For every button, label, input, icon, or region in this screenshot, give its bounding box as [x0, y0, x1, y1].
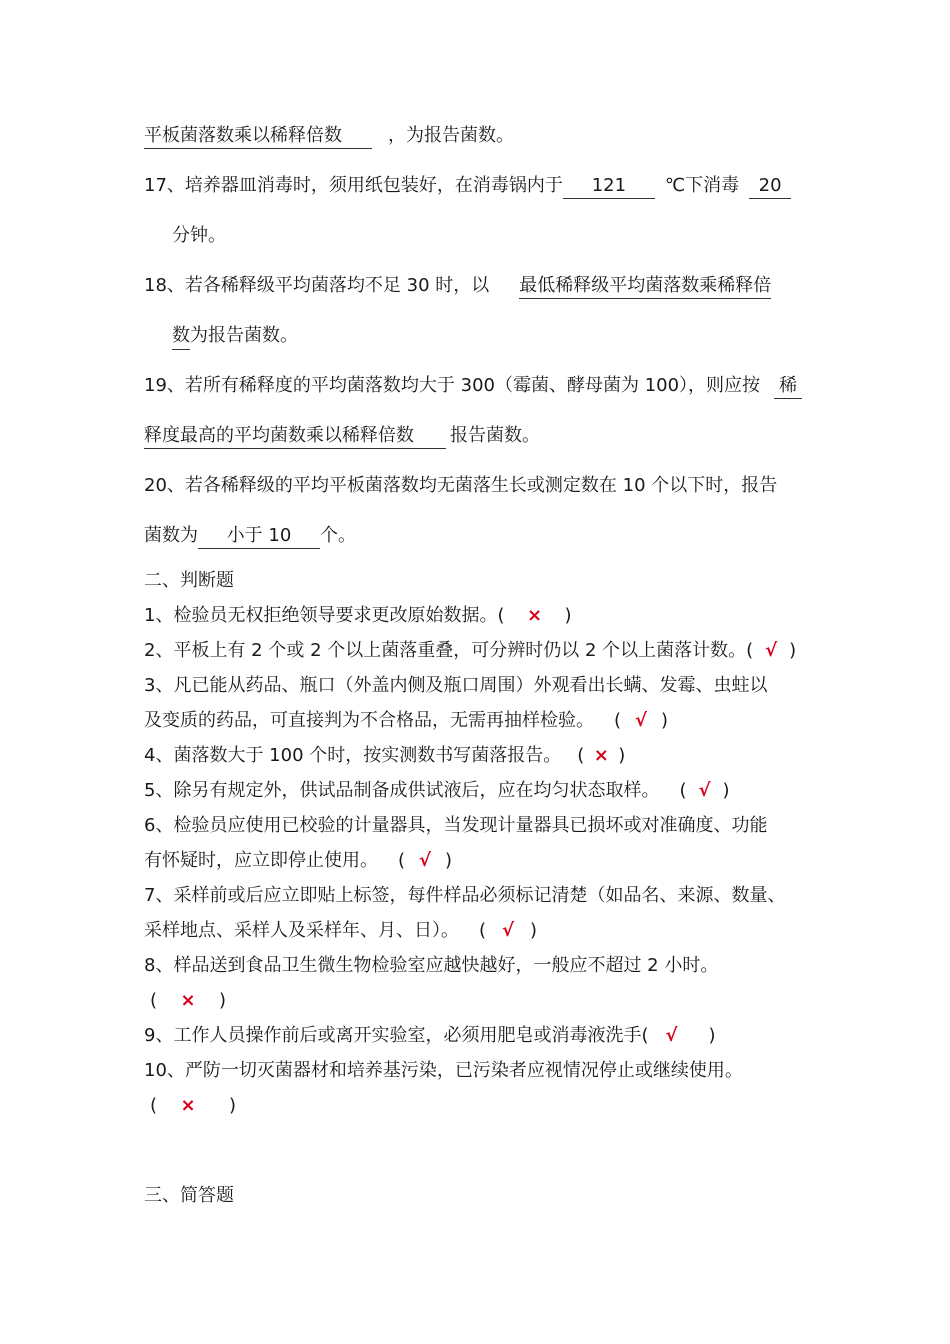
question-17-cont: 分钟。 — [172, 225, 226, 246]
answer-blank[interactable]: 最低稀释级平均菌落数乘稀释倍 — [519, 274, 771, 299]
question-20: 20、若各稀释级的平均平板菌落数均无菌落生长或测定数在 10 个以下时，报告 — [144, 475, 778, 496]
question-text: 及变质的药品，可直接判为不合格品，无需再抽样检验。 — [144, 710, 594, 731]
question-text: 17、培养器皿消毒时，须用纸包装好，在消毒锅内于 — [144, 175, 563, 196]
question-text: 2、平板上有 2 个或 2 个以上菌落重叠，可分辨时仍以 2 个以上菌落计数。( — [144, 640, 754, 661]
judge-q4 — [144, 744, 625, 768]
answer-blank-temperature[interactable]: 121 — [563, 174, 655, 199]
paren-close: ) — [530, 920, 538, 941]
judge-q1 — [144, 604, 572, 628]
check-mark-icon[interactable]: √ — [698, 780, 711, 801]
section-title-judgement: 二、判断题 — [144, 570, 234, 591]
paren-close: ) — [564, 605, 572, 626]
judge-q10-line2 — [144, 1094, 236, 1118]
judge-q9 — [144, 1024, 716, 1048]
section-title-short-answer: 三、简答题 — [144, 1185, 234, 1206]
check-mark-icon[interactable]: √ — [419, 850, 432, 871]
paren-close: ) — [789, 640, 797, 661]
check-mark-icon[interactable]: √ — [765, 640, 778, 661]
cross-mark-icon[interactable]: × — [180, 990, 196, 1011]
paren-open: ( — [150, 990, 158, 1011]
question-text: 19、若所有稀释度的平均菌落数均大于 300（霉菌、酵母菌为 100），则应按 — [144, 375, 761, 396]
paren-open: ( — [150, 1095, 158, 1116]
paren-close: ) — [219, 990, 227, 1011]
paren-close: ) — [722, 780, 730, 801]
answer-blank-minutes[interactable]: 20 — [749, 174, 791, 199]
question-text: 5、除另有规定外，供试品制备成供试液后，应在均匀状态取样。 — [144, 780, 660, 801]
check-mark-icon[interactable]: √ — [665, 1025, 678, 1046]
judge-q2 — [144, 639, 796, 663]
question-19-cont — [144, 424, 540, 449]
judge-q3-line2 — [144, 709, 668, 733]
paren-open: ( — [679, 780, 687, 801]
judge-q6-line1: 6、检验员应使用已校验的计量器具，当发现计量器具已损坏或对准确度、功能 — [144, 815, 768, 836]
check-mark-icon[interactable]: √ — [502, 920, 515, 941]
paren-open: ( — [577, 745, 585, 766]
judge-q5 — [144, 779, 730, 803]
question-text: 18、若各稀释级平均菌落均不足 30 时，以 — [144, 275, 490, 296]
question-20-cont — [144, 524, 356, 549]
question-text: 有怀疑时，应立即停止使用。 — [144, 850, 378, 871]
judge-q7-line2 — [144, 919, 537, 943]
judge-q8-line2 — [144, 989, 226, 1013]
blank-underline — [172, 349, 190, 350]
paren-close: ) — [618, 745, 626, 766]
cross-mark-icon[interactable]: × — [180, 1095, 196, 1116]
judge-q7-line1: 7、采样前或后应立即贴上标签，每件样品必须标记清楚（如品名、来源、数量、 — [144, 885, 786, 906]
question-text: 1、检验员无权拒绝领导要求更改原始数据。( — [144, 605, 505, 626]
paren-open: ( — [398, 850, 406, 871]
sentence-text: ，为报告菌数。 — [388, 125, 514, 146]
answer-blank[interactable]: 释度最高的平均菌数乘以稀释倍数 — [144, 424, 446, 449]
judge-q6-line2 — [144, 849, 452, 873]
question-18 — [144, 274, 771, 299]
answer-blank[interactable]: 平板菌落数乘以稀释倍数 — [144, 124, 372, 149]
check-mark-icon[interactable]: √ — [635, 710, 648, 731]
cross-mark-icon[interactable]: × — [593, 745, 609, 766]
cross-mark-icon[interactable]: × — [526, 605, 543, 626]
answer-blank[interactable]: 稀 — [774, 374, 802, 399]
paren-open: ( — [479, 920, 487, 941]
question-text: 4、菌落数大于 100 个时，按实测数书写菌落报告。 — [144, 745, 562, 766]
answer-continuation: 数为报告菌数。 — [172, 325, 298, 346]
judge-q8-line1: 8、样品送到食品卫生微生物检验室应越快越好，一般应不超过 2 小时。 — [144, 955, 719, 976]
paren-close: ) — [661, 710, 669, 731]
judge-q3-line1: 3、凡已能从药品、瓶口（外盖内侧及瓶口周围）外观看出长螨、发霉、虫蛀以 — [144, 675, 768, 696]
paren-open: ( — [614, 710, 622, 731]
question-19 — [144, 374, 802, 399]
question-text: 采样地点、采样人及采样年、月、日）。 — [144, 920, 459, 941]
judge-q10-line1: 10、严防一切灭菌器材和培养基污染，已污染者应视情况停止或继续使用。 — [144, 1060, 743, 1081]
blank-line-report-count — [144, 124, 514, 149]
question-text: 菌数为 — [144, 525, 198, 546]
question-18-cont — [172, 324, 298, 348]
paren-close: ) — [445, 850, 453, 871]
paren-close: ) — [229, 1095, 237, 1116]
question-text: 报告菌数。 — [450, 425, 540, 446]
paren-close: ) — [708, 1025, 716, 1046]
question-text: 9、工作人员操作前后或离开实验室，必须用肥皂或消毒液洗手( — [144, 1025, 649, 1046]
question-17 — [144, 174, 791, 199]
answer-blank[interactable]: 小于 10 — [198, 524, 320, 549]
question-text: ℃下消毒 — [664, 175, 740, 196]
question-text: 个。 — [320, 525, 356, 546]
